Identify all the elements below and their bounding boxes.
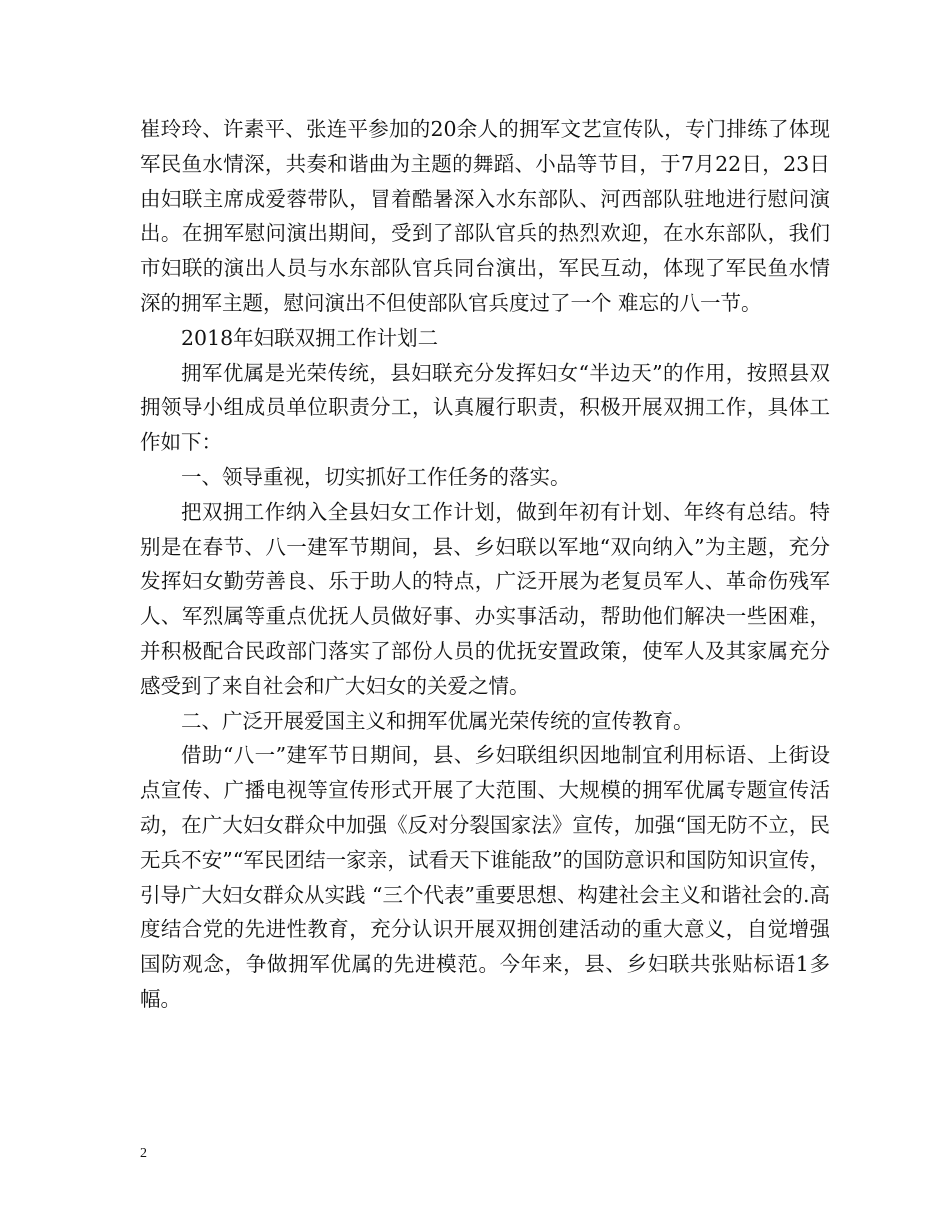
document-body: [140, 112, 830, 1017]
page-number: 2: [140, 1146, 147, 1161]
paragraph-intro: 拥军优属是光荣传统，县妇联充分发挥妇女“半边天”的作用，按照县双拥领导小组成员单位职责分工，认真履行职责，积极开展双拥工作，具体工作如下：: [140, 360, 830, 455]
paragraph-two: 借助“八一”建军节日期间，县、乡妇联组织因地制宜利用标语、上街设点宣传、广播电视等宣传形式开展了大范围、大规模的拥军优属专题宣传活动，在广大妇女群众中加强《反对分裂国家法》宣传，加强“国无防不立，民无兵不安”“军民团结一家亲，试看天下谁能敌”的国防意识和国防知识宣传，引导广大妇女群众从实践 “三个代表”重要思想、构建社会主义和谐社会的.高度结合党的先进性教育，充分认识开展双拥创建活动的重大意义，自觉增强国防观念，争做拥军优属的先进模范。今年来，县、乡妇联共张贴标语1多幅。: [140, 743, 830, 1011]
heading-two: 二、广泛开展爱国主义和拥军优属光荣传统的宣传教育。: [181, 708, 694, 733]
paragraph-one: 把双拥工作纳入全县妇女工作计划，做到年初有计划、年终有总结。特别是在春节、八一建军节期间，县、乡妇联以军地“双向纳入”为主题，充分发挥妇女勤劳善良、乐于助人的特点，广泛开展为老复员军人、革命伤残军人、军烈属等重点优抚人员做好事、办实事活动，帮助他们解决一些困难，并积极配合民政部门落实了部份人员的优抚安置政策，使军人及其家属充分感受到了来自社会和广大妇女的关爱之情。: [140, 499, 830, 698]
paragraph-continuation: 崔玲玲、许素平、张连平参加的20余人的拥军文艺宣传队，专门排练了体现军民鱼水情深，共奏和谐曲为主题的舞蹈、小品等节目，于7月22日，23日由妇联主席成爱蓉带队，冒着酷暑深入水东部队、河西部队驻地进行慰问演出。在拥军慰问演出期间，受到了部队官兵的热烈欢迎，在水东部队，我们市妇联的演出人员与水东部队官兵同台演出，军民互动，体现了军民鱼水情深的拥军主题，慰问演出不但使部队官兵度过了一个 难忘的八一节。: [140, 117, 830, 315]
section-title: 2018年妇联双拥工作计划二: [181, 325, 439, 350]
heading-one: 一、领导重视，切实抓好工作任务的落实。: [181, 464, 571, 489]
